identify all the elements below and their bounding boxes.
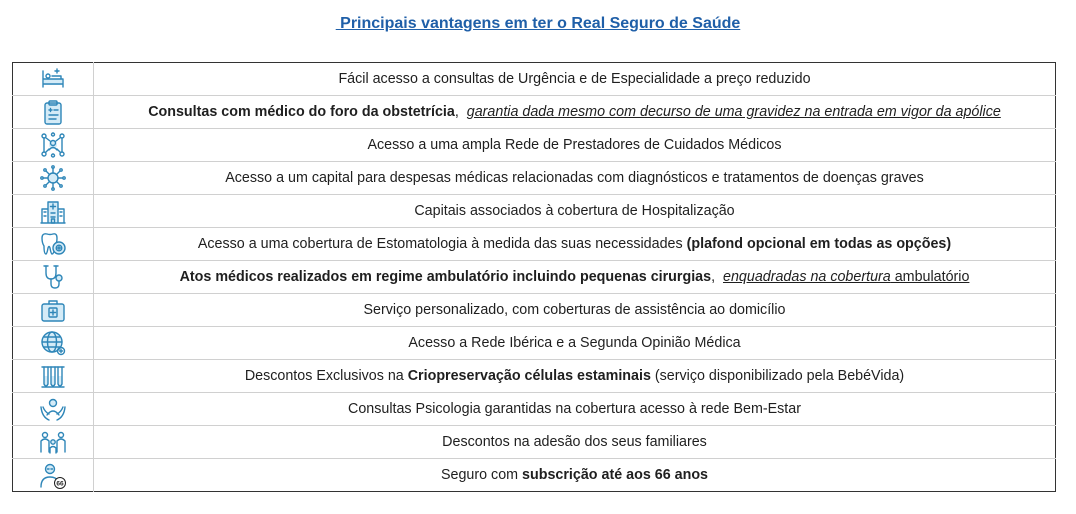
- svg-text:66: 66: [56, 480, 64, 488]
- benefit-text: Descontos na adesão dos seus familiares: [94, 426, 1056, 459]
- table-row: [13, 426, 1056, 459]
- benefit-text: Capitais associados à cobertura de Hospitalização: [94, 195, 1056, 228]
- tooth-icon: [39, 230, 67, 258]
- benefit-text: Acesso a uma ampla Rede de Prestadores de Cuidados Médicos: [94, 129, 1056, 162]
- benefits-table: [12, 62, 1056, 492]
- care-hands-icon: [39, 395, 67, 423]
- table-row: [13, 327, 1056, 360]
- senior-66-icon: [39, 461, 67, 489]
- hospital-bed-icon: [39, 65, 67, 93]
- benefit-text: Acesso a um capital para despesas médicas relacionadas com diagnósticos e tratamentos de doenças graves: [94, 162, 1056, 195]
- benefit-text: Atos médicos realizados em regime ambulatório incluindo pequenas cirurgias, enquadradas na cobertura ambulatório: [94, 261, 1056, 294]
- globe-icon: [39, 329, 67, 357]
- benefit-text: Descontos Exclusivos na Criopreservação células estaminais (serviço disponibilizado pela BebéVida): [94, 360, 1056, 393]
- table-row: [13, 129, 1056, 162]
- benefit-text: Consultas com médico do foro da obstetrícia, garantia dada mesmo com decurso de uma gravidez na entrada em vigor da apólice: [94, 96, 1056, 129]
- benefit-text: Fácil acesso a consultas de Urgência e de Especialidade a preço reduzido: [338, 71, 811, 87]
- table-row: [13, 294, 1056, 327]
- table-row: [13, 459, 1056, 492]
- table-row: [13, 393, 1056, 426]
- table-row: [13, 96, 1056, 129]
- network-people-icon: [39, 131, 67, 159]
- hospital-building-icon: [39, 197, 67, 225]
- table-row: [13, 63, 1056, 96]
- table-row: [13, 360, 1056, 393]
- family-icon: [39, 428, 67, 456]
- benefit-text: Acesso a Rede Ibérica e a Segunda Opinião Médica: [94, 327, 1056, 360]
- page-title: Principais vantagens em ter o Real Seguro de Saúde: [335, 15, 741, 32]
- benefit-text: Serviço personalizado, com coberturas de assistência ao domicílio: [94, 294, 1056, 327]
- virus-icon: [39, 164, 67, 192]
- medical-kit-icon: [39, 296, 67, 324]
- table-row: [13, 261, 1056, 294]
- benefit-text: Acesso a uma cobertura de Estomatologia à medida das suas necessidades (plafond opcional em todas as opções): [94, 228, 1056, 261]
- table-row: [13, 162, 1056, 195]
- test-tubes-icon: [39, 362, 67, 390]
- table-row: [13, 195, 1056, 228]
- clipboard-report-icon: [39, 98, 67, 126]
- table-row: [13, 228, 1056, 261]
- stethoscope-icon: [39, 263, 67, 291]
- benefit-text: Seguro com subscrição até aos 66 anos: [94, 459, 1056, 492]
- benefit-text: Consultas Psicologia garantidas na cobertura acesso à rede Bem-Estar: [94, 393, 1056, 426]
